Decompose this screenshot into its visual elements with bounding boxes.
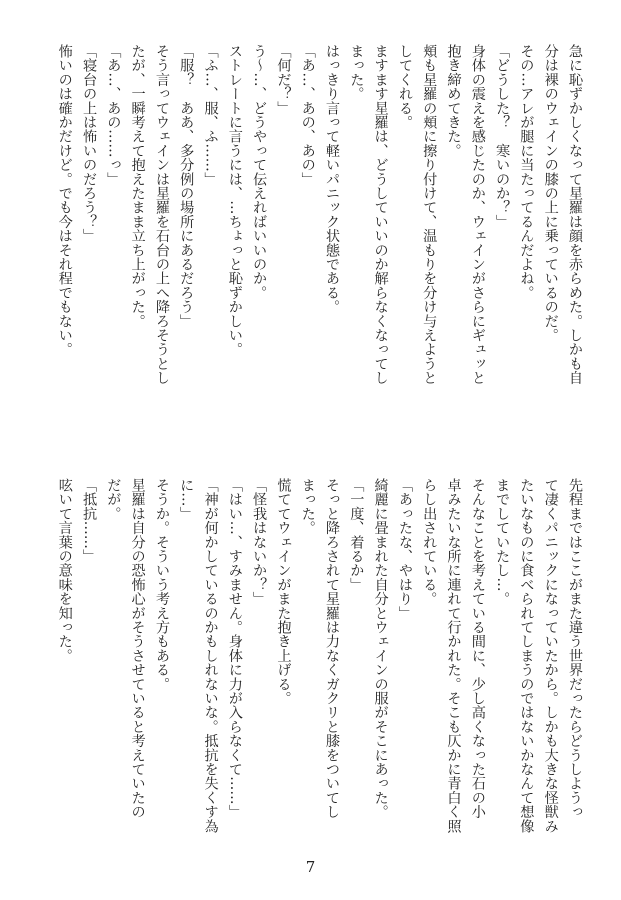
text-line: 分は裸のウェインの膝の上に乗っているのだ。	[542, 44, 559, 343]
text-line: 卓みたいな所に連れて行かれた。そこも仄かに青白く照	[445, 478, 462, 833]
text-line: 「はい…、すみません。身体に力が入らなくて……」	[226, 478, 243, 819]
text-line: 慌ててウェインがまた抱き上げる。	[275, 478, 292, 706]
text-line: 「抵抗……」	[81, 478, 98, 564]
text-line: 星羅は自分の恐怖心がそうさせていると考えていたの	[129, 478, 146, 819]
text-line: 「寝台の上は怖いのだろう？」	[81, 44, 98, 243]
text-line: そんなことを考えている間に、少し高くなった石の小	[469, 478, 486, 819]
text-line: まった。	[299, 478, 316, 535]
text-line: 先程まではここがまた違う世界だったらどうしようっ	[567, 478, 583, 819]
text-line: 「一度、着るか」	[348, 478, 365, 592]
text-line: 急に恥ずかしくなって星羅は顔を赤らめた。しかも自	[567, 44, 583, 385]
text-line: 「神が何かしているのかもしれないな。抵抗を失くす為	[202, 478, 219, 833]
text-line: そう言ってウェインは星羅を石台の上へ降ろそうとし	[153, 44, 170, 385]
text-line: て凄くパニックになっていたから。しかも大きな怪獣み	[542, 478, 559, 833]
text-line: 「怪我はないか？」	[251, 478, 268, 606]
text-line: ストレートに言うには、…ちょっと恥ずかしい。	[226, 44, 243, 357]
text-line: してくれる。	[396, 44, 413, 130]
text-line: ますます星羅は、どうしていいのか解らなくなってし	[372, 44, 389, 385]
text-line: 綺麗に畳まれた自分とウェインの服がそこにあった。	[372, 478, 389, 819]
text-line: 抱き締めてきた。	[445, 44, 462, 158]
text-line: はっきり言って軽いパニック状態である。	[324, 44, 341, 314]
text-line: そうか。そういう考え方もある。	[153, 478, 170, 691]
text-line: に…」	[178, 478, 195, 521]
text-line: 「あ…、あの、あの」	[299, 44, 316, 186]
text-line: そっと降ろされて星羅は力なくガクリと膝をついてし	[324, 478, 341, 819]
text-line: たいなものに食べられてしまうのではないかなんて想像	[518, 478, 535, 833]
text-line: 「どうした？ 寒いのか？」	[494, 44, 511, 229]
text-line: まった。	[348, 44, 365, 101]
text-line: 「ふ…、服、ふ……」	[202, 44, 219, 186]
lower-text-block	[52, 478, 587, 848]
upper-text-block	[52, 44, 587, 414]
text-line: 呟いて言葉の意味を知った。	[56, 478, 73, 663]
text-line: 「あったな、やはり」	[396, 478, 413, 620]
text-line: 「あ…、あの……っ」	[105, 44, 122, 186]
text-line: その…アレが腿に当たってるんだよね。	[518, 44, 535, 300]
text-line: 怖いのは確かだけど。でも今はそれ程でもない。	[56, 44, 73, 357]
text-line: 「何だ？」	[275, 44, 292, 115]
text-line: 身体の震えを感じたのか、ウェインがさらにギュッと	[469, 44, 486, 385]
text-line: 「服？ ああ、多分例の場所にあるだろう」	[178, 44, 195, 328]
text-line: らし出されている。	[421, 478, 438, 606]
page-number: 7	[305, 858, 316, 876]
text-line: だが。	[105, 478, 122, 521]
text-line: う～…、どうやって伝えればいいのか。	[251, 44, 268, 300]
text-line: 頬も星羅の頬に擦り付けて、温もりを分け与えようと	[421, 44, 438, 385]
text-line: までしていたし…。	[494, 478, 511, 606]
text-line: たが、一瞬考えて抱えたまま立ち上がった。	[129, 44, 146, 328]
